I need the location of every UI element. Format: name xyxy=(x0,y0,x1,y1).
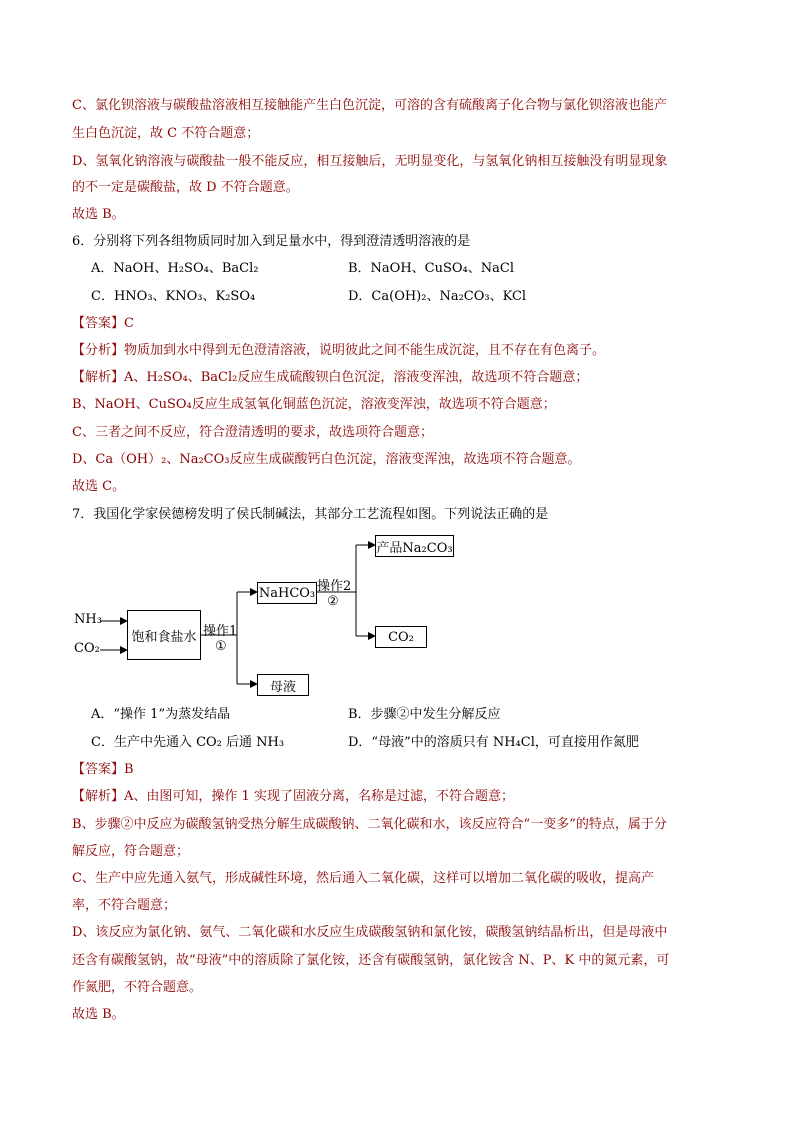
q7-option-d: D．“母液”中的溶质只有 NH₄Cl，可直接用作氮肥 xyxy=(348,735,639,750)
q6-option-b: B．NaOH、CuSO₄、NaCl xyxy=(348,261,514,276)
q6-option-a: A．NaOH、H₂SO₄、BaCl₂ xyxy=(91,261,259,276)
q6-detail-b: B、NaOH、CuSO₄反应生成氢氧化铜蓝色沉淀，溶液变浑浊，故选项不符合题意； xyxy=(72,397,556,412)
q7-detail-d-line3: 作氮肥，不符合题意。 xyxy=(72,980,203,995)
q6-option-d: D．Ca(OH)₂、Na₂CO₃、KCl xyxy=(348,289,527,304)
detail-tag: 【解析】 xyxy=(72,370,125,385)
analysis-tag: 【分析】 xyxy=(72,343,125,358)
q7-detail-c-line1: C、生产中应先通入氨气，形成碱性环境，然后通入二氧化碳，这样可以增加二氧化碳的吸收，提高产 xyxy=(72,871,654,886)
product-na2co3-box: 产品Na₂CO₃ xyxy=(375,535,454,557)
q7-detail-c-line2: 率，不符合题意； xyxy=(72,898,177,913)
detail-text: A、H₂SO₄、BaCl₂反应生成硫酸钡白色沉淀，溶液变浑浊，故选项不符合题意； xyxy=(124,370,589,385)
prev-solution-conclusion: 故选 B。 xyxy=(72,207,125,222)
answer-tag: 【答案】 xyxy=(72,316,125,331)
analysis-text: 物质加到水中得到无色澄清溶液，说明彼此之间不能生成沉淀，且不存在有色离子。 xyxy=(124,343,606,358)
q6-stem: 6．分别将下列各组物质同时加入到足量水中，得到澄清透明溶液的是 xyxy=(72,234,471,249)
brine-box: 饱和食盐水 xyxy=(127,610,201,660)
prev-solution-c-line1: C、氯化钡溶液与碳酸盐溶液相互接触能产生白色沉淀，可溶的含有硫酸离子化合物与氯化钡溶液也能产 xyxy=(72,98,667,113)
q6-conclusion: 故选 C。 xyxy=(72,479,126,494)
input-nh3-label: NH₃ xyxy=(74,612,102,627)
q7-detail-b-line2: 解反应，符合题意； xyxy=(72,844,190,859)
mother-liquor-box: 母液 xyxy=(257,674,309,696)
operation2-label: 操作2 xyxy=(317,579,352,594)
q7-stem: 7．我国化学家侯德榜发明了侯氏制碱法，其部分工艺流程如图。下列说法正确的是 xyxy=(72,507,549,522)
prev-solution-c-line2: 生白色沉淀，故 C 不符合题意； xyxy=(72,126,260,141)
prev-solution-d-line1: D、氢氧化钠溶液与碳酸盐一般不能反应，相互接触后，无明显变化，与氢氧化钠相互接触没有明显现象 xyxy=(72,154,668,169)
operation1-label: 操作1 xyxy=(203,624,238,639)
answer-value: B xyxy=(124,762,134,777)
q7-option-b: B．步骤②中发生分解反应 xyxy=(348,707,501,722)
answer-value: C xyxy=(124,316,134,331)
detail-tag: 【解析】 xyxy=(72,789,125,804)
co2-output-box: CO₂ xyxy=(375,626,427,648)
nahco3-box: NaHCO₃ xyxy=(257,582,317,604)
q6-option-c: C．HNO₃、KNO₃、K₂SO₄ xyxy=(91,289,256,304)
q7-detail-d-line2: 还含有碳酸氢钠，故“母液”中的溶质除了氯化铵，还含有碳酸氢钠，氯化铵含 N、P、K 中的氮元素，可 xyxy=(72,953,670,968)
step1-marker: ① xyxy=(215,639,227,654)
q7-option-a: A．“操作 1”为蒸发结晶 xyxy=(91,707,231,722)
q7-detail-a xyxy=(72,787,514,807)
input-co2-label: CO₂ xyxy=(74,641,100,656)
q6-detail-d: D、Ca（OH）₂、Na₂CO₃反应生成碳酸钙白色沉淀，溶液变浑浊，故选项不符合题意。 xyxy=(72,452,581,467)
q7-answer xyxy=(72,760,134,780)
detail-text: A、由图可知，操作 1 实现了固液分离，名称是过滤，不符合题意； xyxy=(124,789,514,804)
q7-option-c: C．生产中先通入 CO₂ 后通 NH₃ xyxy=(91,735,285,750)
answer-tag: 【答案】 xyxy=(72,762,125,777)
q7-conclusion: 故选 B。 xyxy=(72,1007,125,1022)
step2-marker: ② xyxy=(327,594,339,609)
q7-detail-d-line1: D、该反应为氯化钠、氨气、二氧化碳和水反应生成碳酸氢钠和氯化铵，碳酸氢钠结晶析出，但是母液中 xyxy=(72,925,668,940)
prev-solution-d-line2: 的不一定是碳酸盐，故 D 不符合题意。 xyxy=(72,180,299,195)
q6-detail-c: C、三者之间不反应，符合澄清透明的要求，故选项符合题意； xyxy=(72,425,433,440)
q7-detail-b-line1: B、步骤②中反应为碳酸氢钠受热分解生成碳酸钠、二氧化碳和水，该反应符合“一变多”的特点，属于分 xyxy=(72,817,667,832)
